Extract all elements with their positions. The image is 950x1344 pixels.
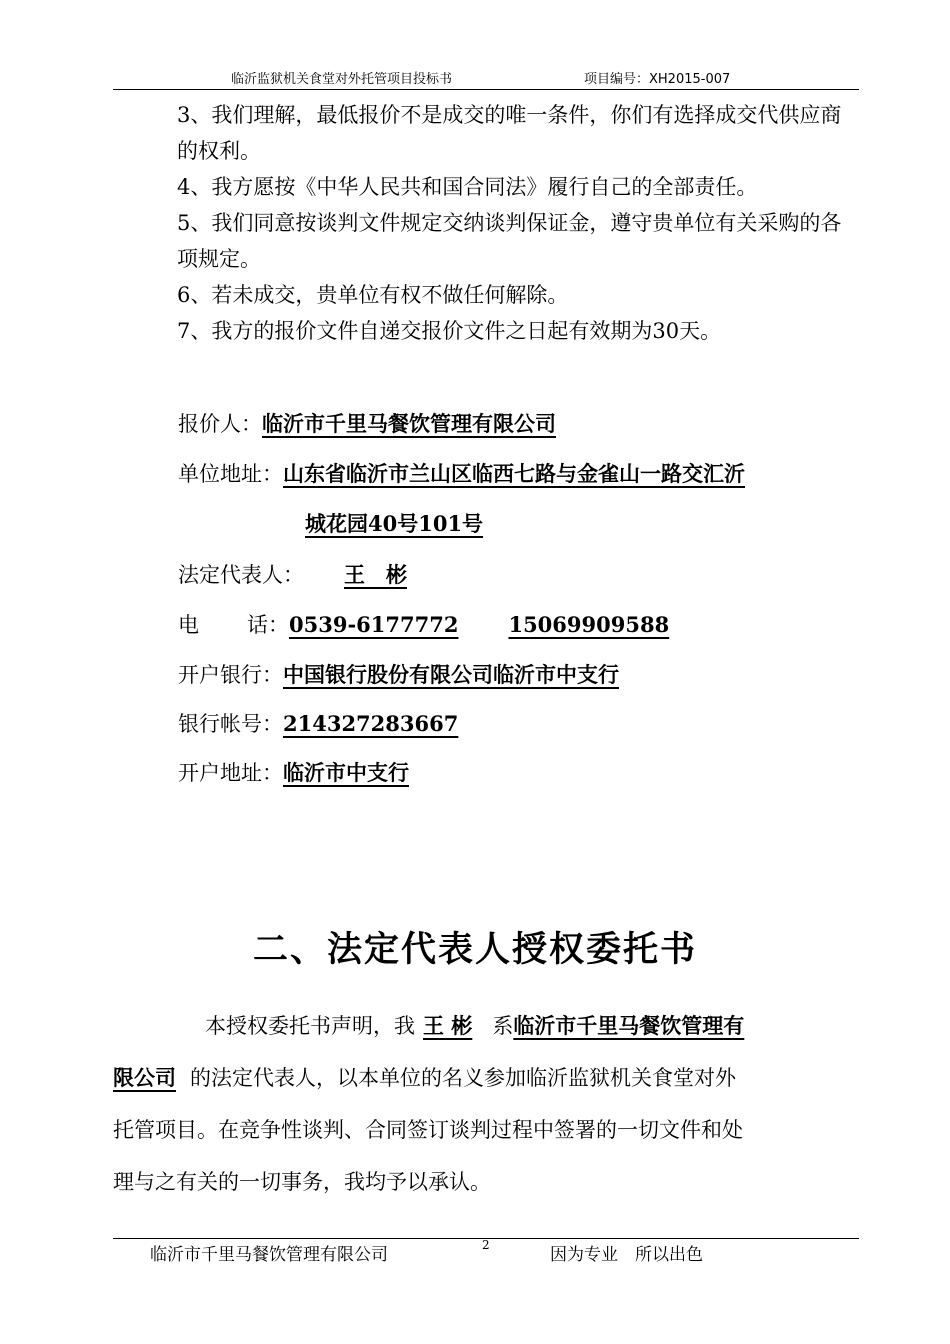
- page-number: 2: [482, 1238, 490, 1252]
- bank-address-value: 临沂市中支行: [283, 760, 409, 785]
- authorization-company-a: 临沂市千里马餐饮管理有: [513, 1013, 745, 1038]
- bank-address-label: 开户地址：: [178, 761, 283, 785]
- quoter-value: 临沂市千里马餐饮管理有限公司: [262, 411, 556, 436]
- account-field: [178, 706, 458, 742]
- quoter-label: 报价人：: [178, 412, 262, 436]
- page-header: [113, 66, 859, 88]
- bank-label: 开户银行：: [178, 663, 283, 687]
- quoter-field: [178, 406, 556, 442]
- authorization-line-3: 托管项目。在竞争性谈判、合同签订谈判过程中签署的一切文件和处: [113, 1118, 743, 1142]
- bank-field: [178, 657, 619, 693]
- address-line2: [305, 506, 483, 542]
- legal-rep-value: 王 彬: [344, 562, 407, 587]
- address-value-line2: 城花园40号101号: [305, 511, 484, 536]
- header-rule: [113, 89, 859, 90]
- phone-label-b: 话：: [247, 613, 289, 637]
- term-item-7: 7、我方的报价文件自递交报价文件之日起有效期为30天。: [177, 319, 722, 343]
- address-value-line1: 山东省临沂市兰山区临西七路与金雀山一路交汇沂: [283, 461, 745, 486]
- legal-rep-label: 法定代表人：: [178, 563, 304, 587]
- address-field: [178, 456, 745, 492]
- phone-value-2: 15069909588: [508, 612, 670, 637]
- authorization-line-4: 理与之有关的一切事务，我均予以承认。: [113, 1170, 491, 1194]
- footer-slogan: 因为专业 所以出色: [550, 1245, 703, 1265]
- authorization-name: 王 彬: [423, 1013, 473, 1038]
- account-value: 214327283667: [283, 711, 459, 736]
- header-title: 临沂监狱机关食堂对外托管项目投标书: [231, 72, 453, 87]
- phone-field: [178, 607, 669, 643]
- address-label: 单位地址：: [178, 462, 283, 486]
- authorization-company-b: 限公司: [113, 1065, 176, 1090]
- term-item-3: 3、我们理解，最低报价不是成交的唯一条件，你们有选择成交代供应商的权利。: [177, 103, 842, 163]
- bank-address-field: [178, 755, 409, 791]
- term-item-4: 4、我方愿按《中华人民共和国合同法》履行自己的全部责任。: [177, 175, 758, 199]
- footer-company: 临沂市千里马餐饮管理有限公司: [150, 1245, 388, 1265]
- authorization-line-1: 本授权委托书声明，我 王 彬 系临沂市千里马餐饮管理有: [113, 1000, 859, 1052]
- authorization-line-2: 限公司 的法定代表人，以本单位的名义参加临沂监狱机关食堂对外: [113, 1065, 736, 1090]
- phone-label-a: 电: [178, 613, 199, 637]
- phone-value-1: 0539-6177772: [289, 612, 459, 637]
- bank-value: 中国银行股份有限公司临沂市中支行: [283, 662, 619, 687]
- header-project-code: 项目编号：XH2015-007: [584, 72, 731, 87]
- term-item-6: 6、若未成交，贵单位有权不做任何解除。: [177, 283, 569, 307]
- legal-rep-field: [178, 557, 431, 593]
- section-title: 二、法定代表人授权委托书: [252, 929, 697, 970]
- term-item-5: 5、我们同意按谈判文件规定交纳谈判保证金，遵守贵单位有关采购的各项规定。: [177, 211, 842, 271]
- account-label: 银行帐号：: [178, 712, 283, 736]
